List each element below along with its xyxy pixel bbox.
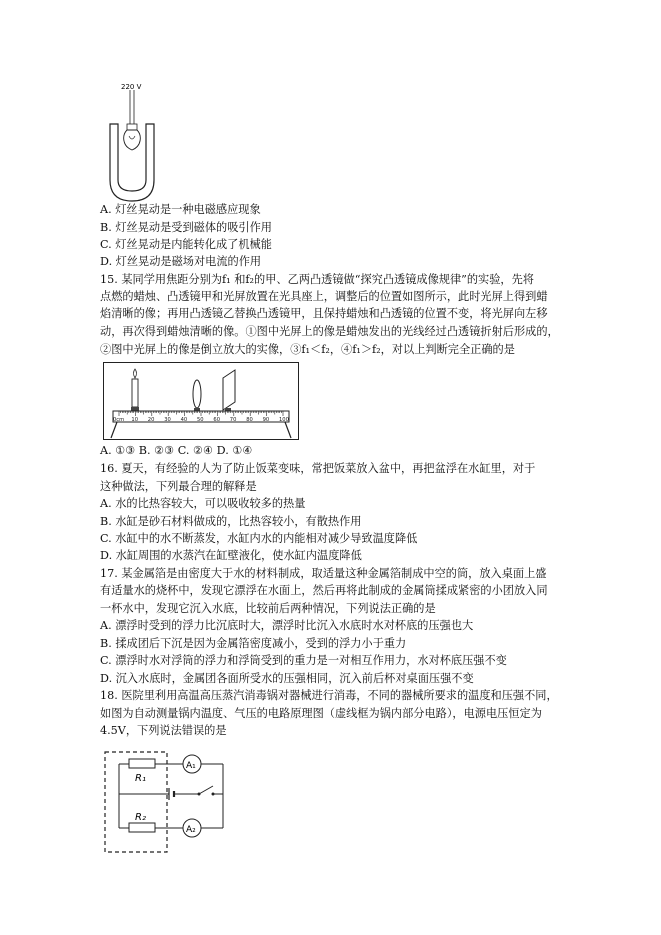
q17-option-a: A. 漂浮时受到的浮力比沉底时大，漂浮时比沉入水底时水对杯底的压强也大	[100, 619, 474, 632]
circuit-figure	[103, 748, 233, 856]
q15-stem-line: 15. 某同学用焦距分别为f₁ 和f₂的甲、乙两凸透镜做“探究凸透镜成像规律”的实验，先将	[100, 273, 534, 286]
q17-stem-line: 有适量水的烧杯中，发现它漂浮在水面上，然后再将此制成的金属筒揉成紧密的小团放入同	[100, 584, 548, 597]
bench-tick-label: 80	[246, 417, 253, 423]
q16-stem-line: 这种做法，下列最合理的解释是	[100, 480, 257, 493]
a1-label: A₁	[186, 761, 196, 771]
r2-label: R₂	[135, 812, 146, 823]
optical-bench-figure	[103, 362, 299, 440]
q16-option-d: D. 水缸周围的水蒸汽在缸壁液化，使水缸内温度降低	[100, 549, 362, 562]
bench-tick-label: 90	[262, 417, 270, 423]
bench-tick-label: 10	[131, 417, 139, 423]
bench-tick-label: 30	[164, 417, 171, 423]
q17-option-c: C. 漂浮时水对浮筒的浮力和浮筒受到的重力是一对相互作用力，水对杯底压强不变	[100, 654, 507, 667]
q15-stem-line: 动，再次得到蜡烛清晰的像。①图中光屏上的像是蜡烛发出的光线经过凸透镜折射后形成的，	[100, 325, 559, 338]
voltage-label: 220 V	[121, 83, 142, 91]
q14-option-b: B. 灯丝晃动是受到磁体的吸引作用	[100, 221, 272, 234]
r1-label: R₁	[135, 773, 146, 784]
q16-option-b: B. 水缸是砂石材料做成的，比热容较小，有散热作用	[100, 515, 362, 528]
q14-option-d: D. 灯丝晃动是磁场对电流的作用	[100, 255, 262, 268]
q14-option-c: C. 灯丝晃动是内能转化成了机械能	[100, 238, 272, 251]
q15-options: A. ①③ B. ②③ C. ②④ D. ①④	[100, 444, 253, 457]
a2-label: A₂	[186, 825, 196, 835]
q18-stem-line: 18. 医院里利用高温高压蒸汽消毒锅对器械进行消毒，不同的器械所要求的温度和压强不同，	[100, 689, 558, 702]
bench-tick-label: 100	[279, 417, 289, 423]
bench-tick-label: 20	[147, 417, 155, 423]
q17-option-b: B. 揉成团后下沉是因为金属箔密度减小，受到的浮力小于重力	[100, 637, 407, 650]
q14-option-a: A. 灯丝晃动是一种电磁感应现象	[100, 203, 261, 216]
bench-tick-label: 50	[197, 417, 204, 423]
bench-tick-label: 60	[213, 417, 221, 423]
bench-tick-label: 40	[180, 417, 188, 423]
q16-option-c: C. 水缸中的水不断蒸发，水缸内水的内能相对减少导致温度降低	[100, 532, 418, 545]
bench-tick-label: 0cm	[113, 417, 125, 423]
q15-stem-line: 焰清晰的像；再用凸透镜乙替换凸透镜甲，且保持蜡烛和凸透镜的位置不变，将光屏向左移	[100, 307, 548, 320]
q17-stem-line: 17. 某金属箔是由密度大于水的材料制成，取适量这种金属箔制成中空的筒，放入桌面上盛	[100, 567, 547, 580]
q18-stem-line: 4.5V，下列说法错误的是	[100, 724, 227, 737]
q16-stem-line: 16. 夏天，有经验的人为了防止饭菜变味，常把饭菜放入盆中，再把盆浮在水缸里，对于	[100, 462, 536, 475]
q16-option-a: A. 水的比热容较大，可以吸收较多的热量	[100, 497, 306, 510]
bulb-magnet-figure	[108, 80, 168, 204]
q18-stem-line: 如图为自动测量锅内温度、气压的电路原理图（虚线框为锅内部分电路），电源电压恒定为	[100, 707, 542, 720]
bench-tick-label: 70	[229, 417, 237, 423]
q15-stem-line: ②图中光屏上的像是倒立放大的实像，③f₁＜f₂，④f₁＞f₂，对以上判断完全正确的是	[100, 343, 515, 356]
q17-option-d: D. 沉入水底时，金属团各面所受水的压强相同，沉入前后杯对桌面压强不变	[100, 672, 474, 685]
q15-stem-line: 点燃的蜡烛、凸透镜甲和光屏放置在光具座上，调整后的位置如图所示，此时光屏上得到蜡	[100, 290, 548, 303]
q17-stem-line: 一杯水中，发现它沉入水底，比较前后两种情况，下列说法正确的是	[100, 602, 436, 615]
